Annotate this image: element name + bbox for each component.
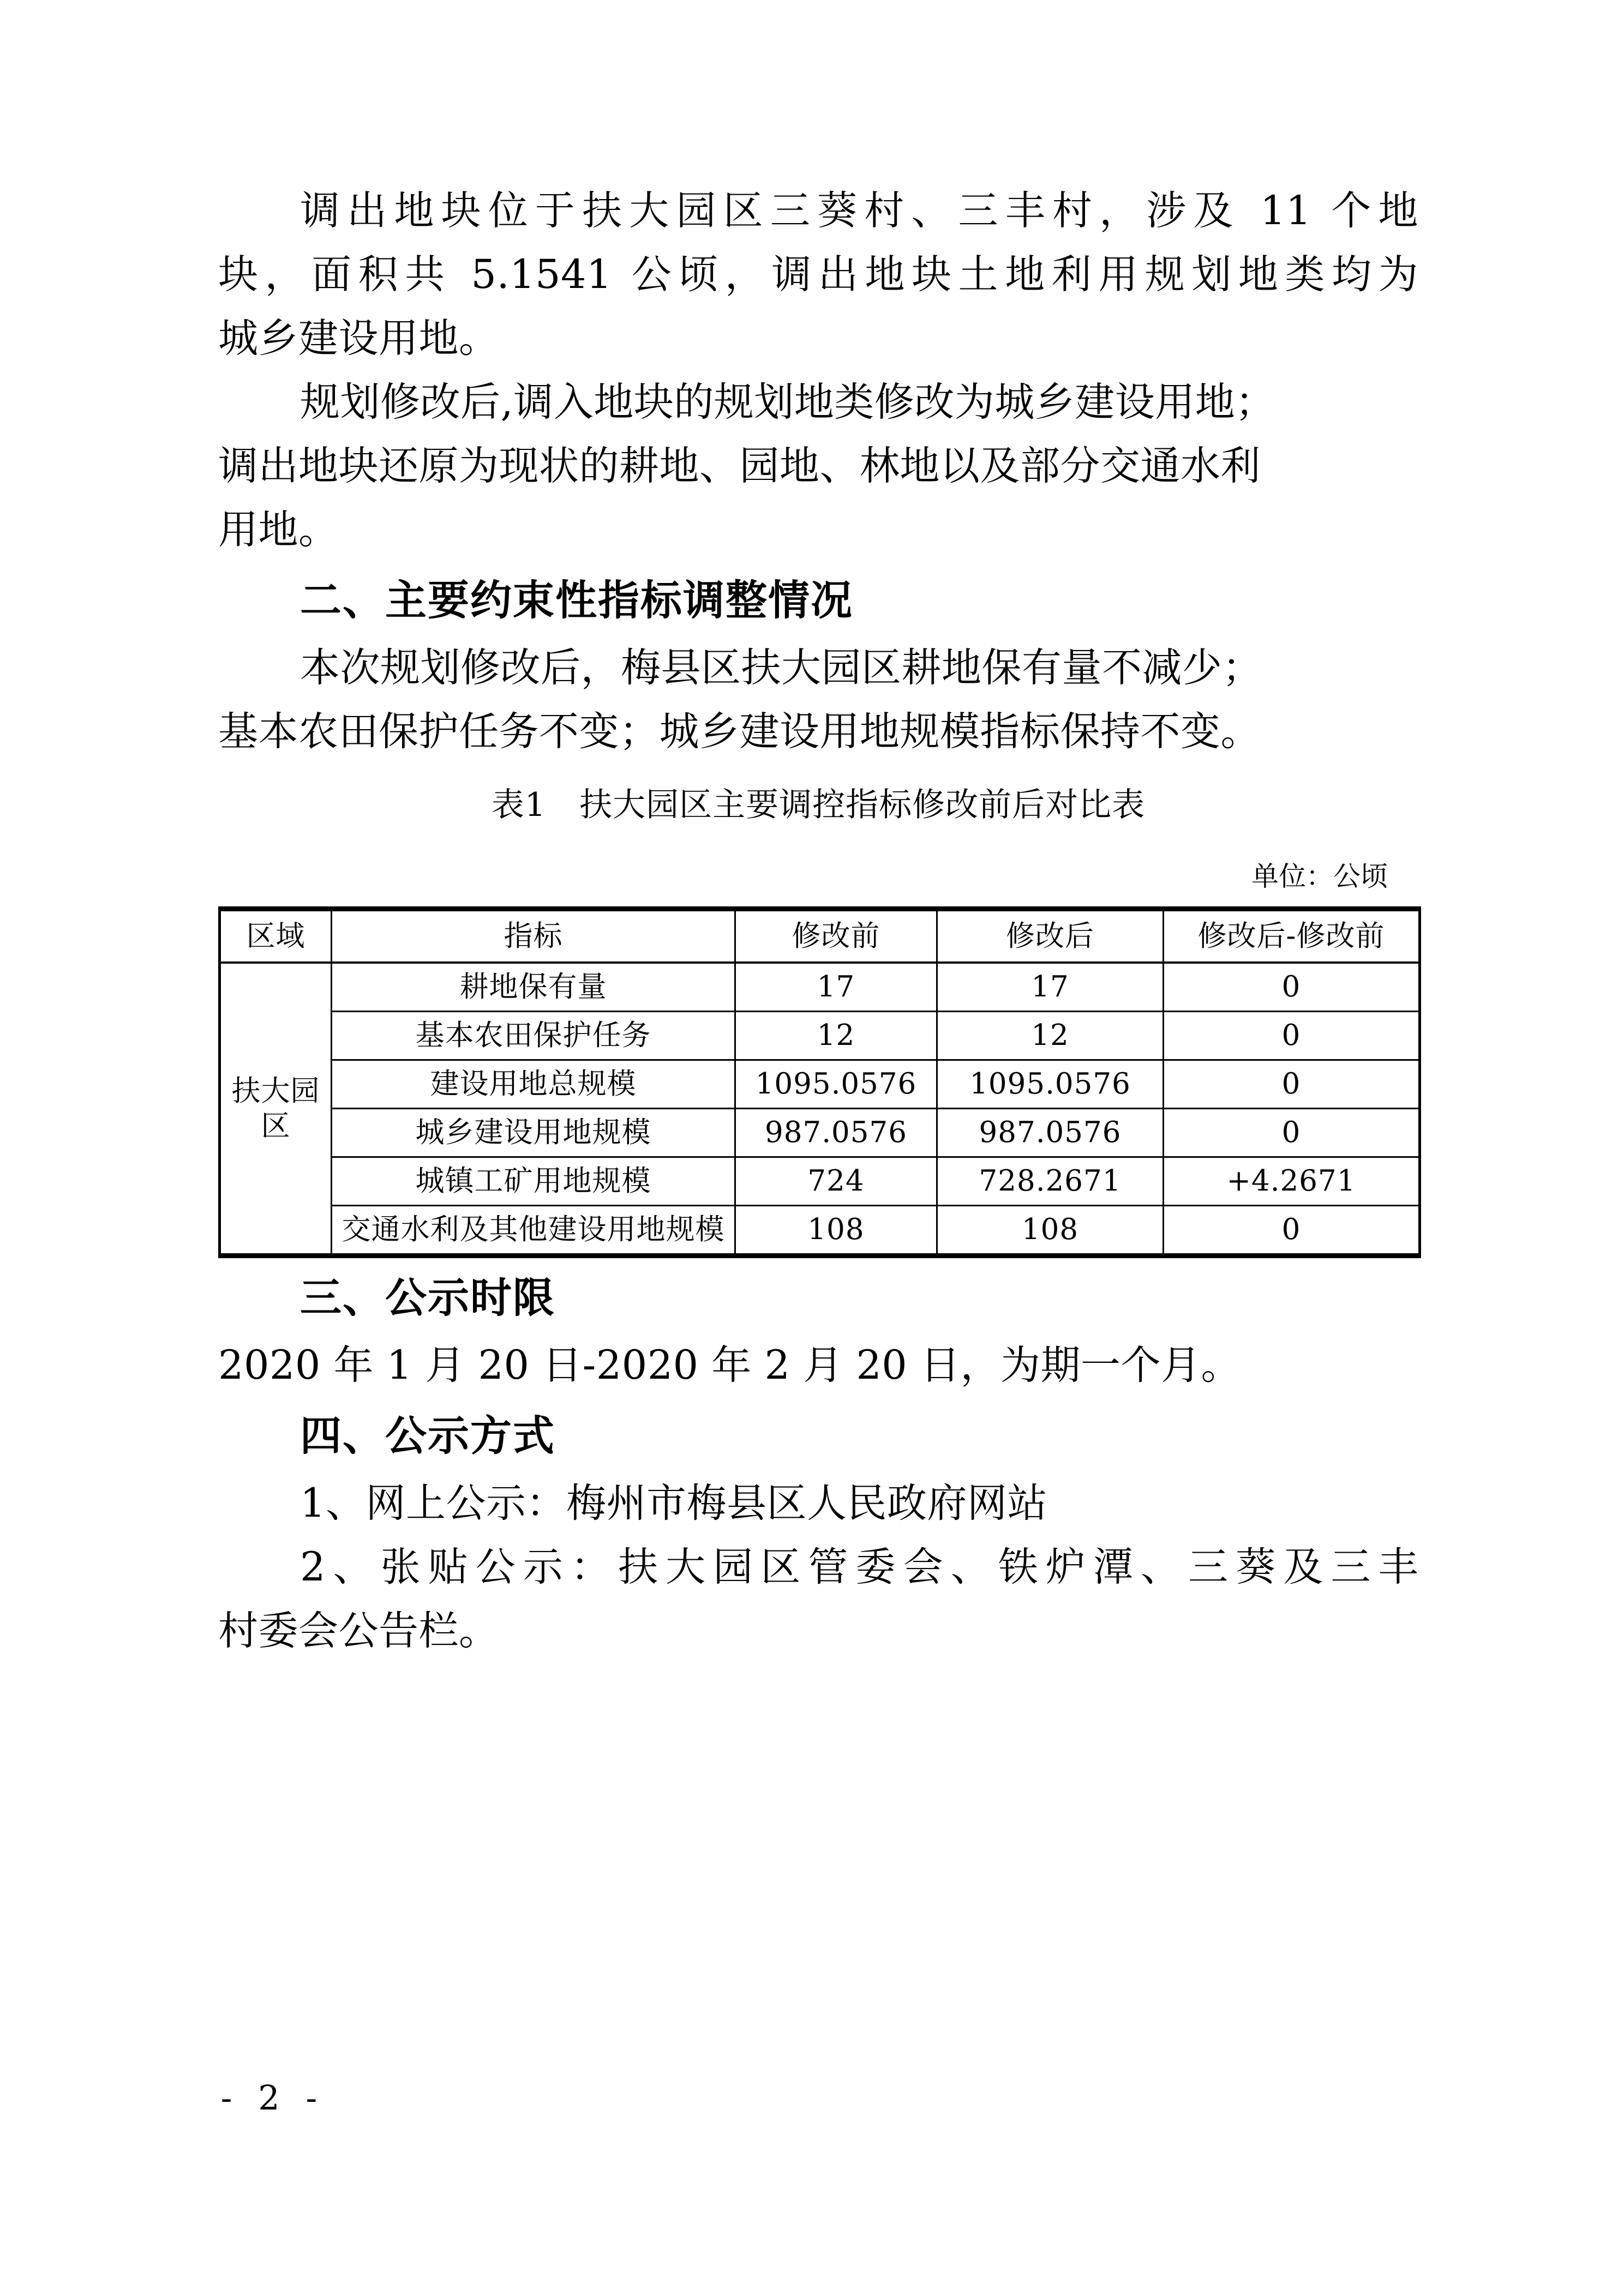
- table-row: [220, 1157, 1420, 1206]
- section-heading-three: 三、公示时限: [300, 1273, 555, 1322]
- table-row: [220, 1109, 1420, 1157]
- cell-before: 17: [735, 963, 937, 1012]
- table-row: [220, 963, 1420, 1012]
- page-number: - 2 -: [220, 2078, 325, 2118]
- indicator-comparison-table: [218, 906, 1421, 1258]
- paragraph-line: 规划修改后,调入地块的规划地类修改为城乡建设用地；: [300, 379, 1275, 425]
- section-heading-four: 四、公示方式: [300, 1411, 555, 1460]
- paragraph-constraint-indicators: [218, 637, 1418, 762]
- paragraph-line: 调出地块位于扶大园区三葵村、三丰村，涉及 11 个地: [300, 188, 1418, 234]
- table-row: [220, 1060, 1420, 1109]
- cell-delta: 0: [1164, 963, 1420, 1012]
- paragraph-line: 基本农田保护任务不变；城乡建设用地规模指标保持不变。: [218, 708, 1261, 755]
- table-row: [220, 1012, 1420, 1060]
- cell-before: 724: [735, 1157, 937, 1206]
- cell-delta: 0: [1164, 1060, 1420, 1109]
- cell-before: 108: [735, 1206, 937, 1256]
- cell-after: 1095.0576: [937, 1060, 1164, 1109]
- cell-indicator: 建设用地总规模: [332, 1060, 735, 1109]
- region-cell: 扶大园区: [220, 963, 332, 1256]
- cell-delta: 0: [1164, 1206, 1420, 1256]
- document-body: [218, 180, 1418, 1664]
- paragraph-line: 2、张贴公示：扶大园区管委会、铁炉潭、三葵及三丰: [300, 1544, 1418, 1590]
- table-unit-note: 单位：公顷: [1251, 861, 1388, 892]
- cell-after: 17: [937, 963, 1164, 1012]
- publicity-period-text: 2020 年 1 月 20 日-2020 年 2 月 20 日，为期一个月。: [218, 1342, 1241, 1389]
- column-header-after: 修改后: [937, 909, 1164, 963]
- paragraph-line: 村委会公告栏。: [218, 1608, 499, 1654]
- paragraph-line: 城乡建设用地。: [218, 315, 499, 362]
- paragraph-transferred-out-parcels: [218, 180, 1418, 369]
- cell-before: 987.0576: [735, 1109, 937, 1157]
- paragraph-after-revision: [218, 371, 1418, 561]
- table-row: [220, 1206, 1420, 1256]
- cell-delta: 0: [1164, 1012, 1420, 1060]
- section-heading-two: 二、主要约束性指标调整情况: [300, 576, 853, 624]
- publicity-method-item-1: 1、网上公示：梅州市梅县区人民政府网站: [300, 1480, 1047, 1526]
- paragraph-line: 用地。: [218, 507, 339, 553]
- cell-after: 108: [937, 1206, 1164, 1256]
- cell-indicator: 交通水利及其他建设用地规模: [332, 1206, 735, 1256]
- paragraph-line: 本次规划修改后，梅县区扶大园区耕地保有量不减少；: [300, 645, 1262, 691]
- cell-indicator: 耕地保有量: [332, 963, 735, 1012]
- cell-after: 12: [937, 1012, 1164, 1060]
- column-header-region: 区域: [220, 909, 332, 963]
- publicity-method-item-2: [218, 1536, 1418, 1662]
- paragraph-line: 调出地块还原为现状的耕地、园地、林地以及部分交通水利: [218, 443, 1261, 489]
- column-header-before: 修改前: [735, 909, 937, 963]
- cell-after: 987.0576: [937, 1109, 1164, 1157]
- cell-indicator: 城镇工矿用地规模: [332, 1157, 735, 1206]
- column-header-delta: 修改后-修改前: [1164, 909, 1420, 963]
- paragraph-line: 块，面积共 5.1541 公顷，调出地块土地利用规划地类均为: [218, 251, 1418, 298]
- table-header-row: [220, 909, 1420, 963]
- cell-before: 1095.0576: [735, 1060, 937, 1109]
- cell-indicator: 基本农田保护任务: [332, 1012, 735, 1060]
- cell-indicator: 城乡建设用地规模: [332, 1109, 735, 1157]
- table-caption: 表1 扶大园区主要调控指标修改前后对比表: [491, 786, 1146, 824]
- column-header-indicator: 指标: [332, 909, 735, 963]
- cell-before: 12: [735, 1012, 937, 1060]
- cell-delta: +4.2671: [1164, 1157, 1420, 1206]
- cell-after: 728.2671: [937, 1157, 1164, 1206]
- cell-delta: 0: [1164, 1109, 1420, 1157]
